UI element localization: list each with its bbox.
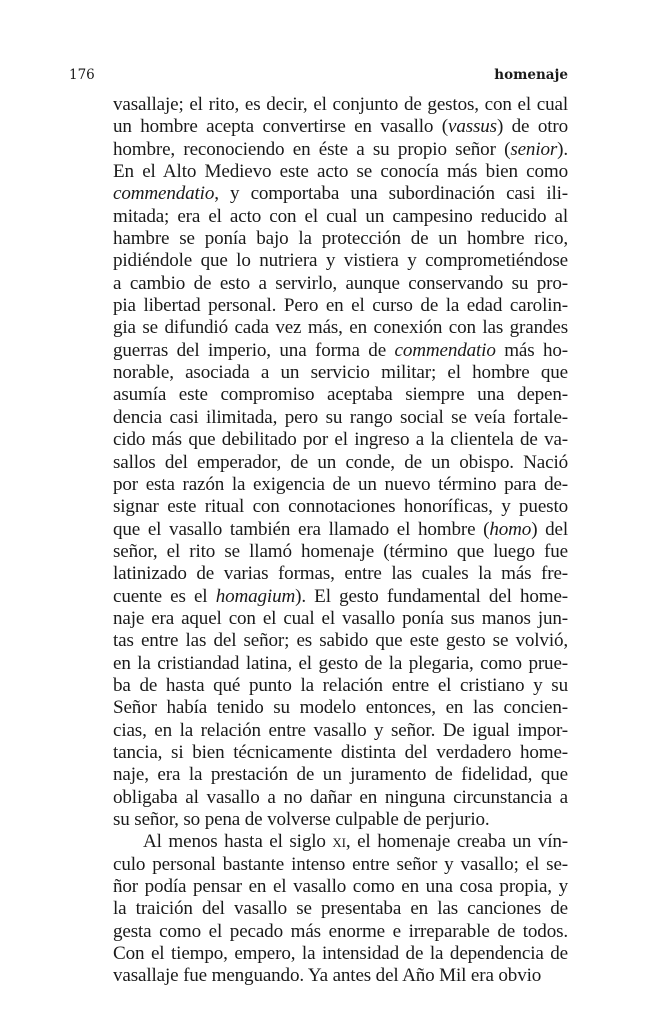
- italic-term: senior: [510, 138, 558, 160]
- text-segment: a cambio de esto a servirlo, aunque conservando su pro-: [113, 272, 568, 294]
- text-line: [113, 452, 568, 474]
- text-line: [113, 94, 568, 116]
- text-line: [113, 541, 568, 563]
- text-segment: signar este ritual con connotaciones honoríficas, y puesto: [113, 496, 568, 518]
- text-segment: vasallaje; el rito, es decir, el conjunto de gestos, con el cual: [113, 94, 568, 115]
- text-segment: pia libertad personal. Pero en el curso de la edad carolin-: [113, 295, 568, 317]
- text-line: [113, 273, 568, 295]
- text-segment: En el Alto Medievo este acto se conocía más bien como: [113, 161, 568, 183]
- text-segment: pidiéndole que lo nutriera y vistiera y comprometiéndose: [113, 250, 568, 272]
- text-line: [113, 317, 568, 339]
- text-segment: un hombre acepta convertirse en vasallo (: [113, 116, 448, 138]
- text-line: [113, 295, 568, 317]
- italic-term: homo: [489, 518, 532, 540]
- text-segment: tancia, si bien técnicamente distinta del verdadero home-: [113, 741, 568, 763]
- running-head: homenaje: [494, 67, 568, 83]
- text-segment: hombre, reconociendo en éste a su propio señor (: [113, 138, 511, 160]
- italic-term: commendatio: [113, 183, 215, 205]
- text-segment: obligaba al vasallo a no dañar en ninguna circunstancia a: [113, 786, 568, 808]
- text-line: [113, 228, 568, 250]
- text-line: [113, 697, 568, 719]
- text-line: [113, 965, 568, 987]
- text-segment: hambre se ponía bajo la protección de un hombre rico,: [113, 228, 568, 250]
- text-segment: naje era aquel con el cual el vasallo ponía sus manos jun-: [113, 607, 568, 629]
- text-segment: , el homenaje creaba un vín-: [345, 831, 568, 853]
- text-line: [113, 183, 568, 205]
- text-segment: cias, en la relación entre vasallo y señor. De igual impor-: [113, 719, 568, 741]
- text-line: [113, 429, 568, 451]
- text-segment: culo personal bastante intenso entre señor y vasallo; el se-: [113, 853, 568, 875]
- text-line: [113, 764, 568, 786]
- text-line: [113, 720, 568, 742]
- text-segment: Al menos hasta el siglo: [143, 831, 333, 853]
- text-line: [113, 831, 568, 853]
- text-line: [113, 563, 568, 585]
- text-line: [113, 898, 568, 920]
- text-segment: su señor, so pena de volverse culpable de perjurio.: [113, 809, 490, 830]
- text-segment: naje, era la prestación de un juramento de fidelidad, que: [113, 764, 568, 786]
- text-segment: más ho-: [495, 339, 568, 361]
- text-line: [113, 496, 568, 518]
- text-line: [113, 586, 568, 608]
- text-segment: gesta como el pecado más enorme e irreparable de todos.: [113, 920, 568, 942]
- text-segment: vasallaje fue menguando. Ya antes del Año Mil era obvio: [113, 965, 542, 987]
- text-line: [113, 250, 568, 272]
- text-segment: sallos del emperador, de un conde, de un obispo. Nació: [113, 451, 568, 473]
- text-line: [113, 474, 568, 496]
- text-line: [113, 630, 568, 652]
- text-segment: Señor había tenido su modelo entonces, en las concien-: [113, 697, 568, 719]
- text-segment: en la cristiandad latina, el gesto de la plegaria, como prue-: [113, 652, 568, 674]
- text-segment: ba de hasta qué punto la relación entre el cristiano y su: [113, 674, 568, 696]
- text-line: [113, 384, 568, 406]
- text-segment: cido más que debilitado por el ingreso a la clientela de va-: [113, 429, 568, 451]
- small-caps-numeral: xi: [332, 831, 346, 853]
- text-segment: Con el tiempo, empero, la intensidad de la dependencia de: [113, 943, 568, 965]
- text-line: [113, 787, 568, 809]
- italic-term: homagium: [215, 585, 296, 607]
- text-segment: norable, asociada a un servicio militar; el hombre que: [113, 362, 568, 384]
- text-segment: señor, el rito se llamó homenaje (término que luego fue: [113, 540, 568, 562]
- text-segment: cuente es el: [113, 585, 216, 607]
- text-line: [113, 407, 568, 429]
- text-line: [113, 608, 568, 630]
- text-segment: por esta razón la exigencia de un nuevo término para de-: [113, 473, 568, 495]
- text-segment: ) de otro: [496, 116, 568, 138]
- body-text: [113, 94, 568, 988]
- text-segment: ).: [557, 138, 568, 160]
- text-line: [113, 742, 568, 764]
- text-segment: la traición del vasallo se presentaba en las canciones de: [113, 898, 568, 920]
- text-line: [113, 921, 568, 943]
- text-segment: , y comportaba una subordinación casi ili-: [214, 183, 568, 205]
- text-segment: ñor podía pensar en el vasallo como en una cosa propia, y: [113, 876, 568, 898]
- text-line: [113, 675, 568, 697]
- text-segment: guerras del imperio, una forma de: [113, 339, 395, 361]
- text-segment: tas entre las del señor; es sabido que este gesto se volvió,: [113, 630, 568, 652]
- text-line: [113, 340, 568, 362]
- text-segment: que el vasallo también era llamado el hombre (: [113, 518, 490, 540]
- text-line: [113, 139, 568, 161]
- text-line: [113, 653, 568, 675]
- text-segment: dencia casi ilimitada, pero su rango social se veía fortale-: [113, 406, 568, 428]
- text-line: [113, 519, 568, 541]
- text-line: [113, 362, 568, 384]
- text-line: [113, 161, 568, 183]
- italic-term: vassus: [448, 116, 497, 138]
- text-segment: ) del: [531, 518, 569, 540]
- text-line: [113, 854, 568, 876]
- text-line: [113, 116, 568, 138]
- text-segment: mitada; era el acto con el cual un campesino reducido al: [113, 205, 568, 227]
- italic-term: commendatio: [394, 339, 496, 361]
- text-line: [113, 809, 568, 831]
- text-segment: asumía este compromiso aceptaba siempre una depen-: [113, 384, 568, 406]
- text-segment: gia se difundió cada vez más, en conexión con las grandes: [113, 317, 568, 339]
- text-line: [113, 943, 568, 965]
- text-line: [113, 206, 568, 228]
- text-line: [113, 876, 568, 898]
- text-segment: ). El gesto fundamental del home-: [295, 585, 569, 607]
- text-segment: latinizado de varias formas, entre las cuales la más fre-: [113, 563, 568, 585]
- page-number: 176: [69, 67, 95, 83]
